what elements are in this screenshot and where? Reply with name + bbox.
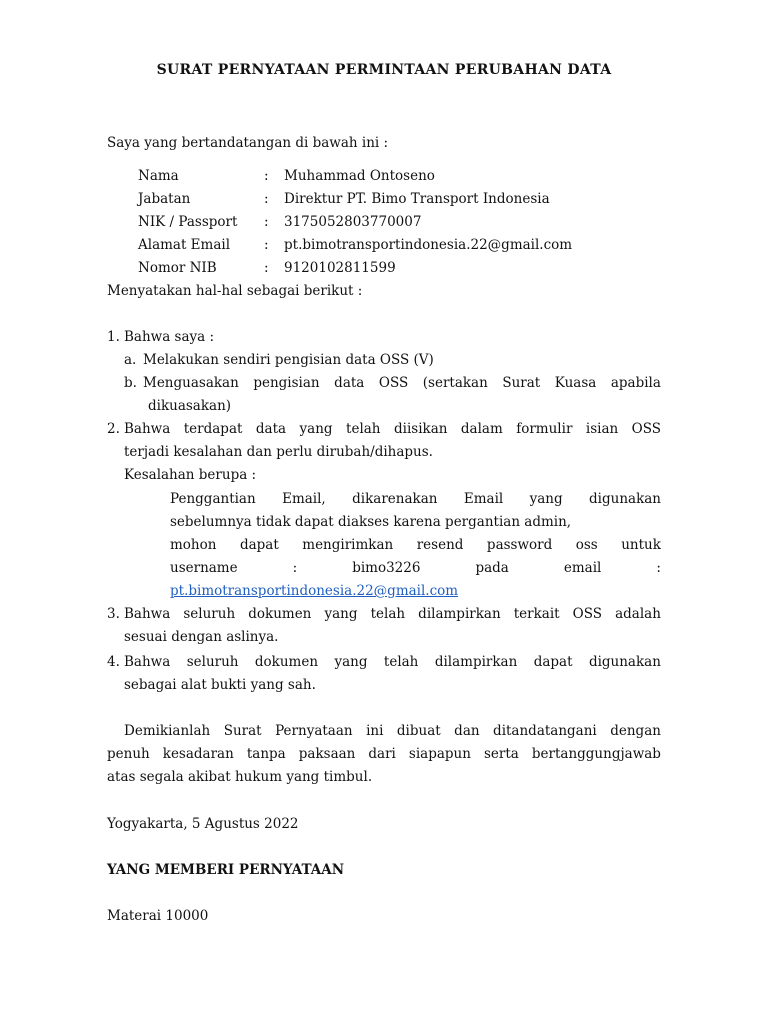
word: OSS <box>378 375 409 391</box>
word: email <box>563 560 602 576</box>
subpoint-text-continued: dikuasakan) <box>148 398 232 414</box>
word: dokumen <box>248 606 312 622</box>
word: untuk <box>621 537 661 553</box>
justified-line <box>124 421 661 437</box>
word: mohon <box>170 537 217 553</box>
point-text-continued: terjadi kesalahan dan perlu dirubah/dihapus. <box>124 444 433 460</box>
word: tanpa <box>246 746 286 762</box>
word: : <box>656 560 661 576</box>
point-text: Bahwa saya : <box>124 329 215 345</box>
word: pada <box>475 560 509 576</box>
word: formulir <box>516 421 573 437</box>
word: dan <box>454 723 480 739</box>
signer-heading: YANG MEMBERI PERNYATAAN <box>107 862 345 878</box>
word: username <box>170 560 238 576</box>
word: seluruh <box>183 606 236 622</box>
word: mengirimkan <box>302 537 394 553</box>
subpoint-number: a. <box>124 352 137 368</box>
word: password <box>486 537 553 553</box>
word: (sertakan <box>422 375 488 391</box>
word: Bahwa <box>124 421 171 437</box>
identity-value: 3175052803770007 <box>284 214 422 230</box>
justified-line <box>107 746 661 762</box>
word: telah <box>383 654 419 670</box>
justified-line <box>124 606 661 622</box>
word: OSS <box>631 421 661 437</box>
word: kesadaran <box>162 746 234 762</box>
word: Surat <box>502 375 541 391</box>
justified-line <box>143 375 661 391</box>
word: data <box>255 421 287 437</box>
word: yang <box>299 421 333 437</box>
point-text-continued: sebagai alat bukti yang sah. <box>124 677 316 693</box>
identity-colon: : <box>264 191 269 207</box>
word: terkait <box>513 606 560 622</box>
identity-value: pt.bimotransportindonesia.22@gmail.com <box>284 237 573 253</box>
word: serta <box>483 746 519 762</box>
word: penuh <box>107 746 150 762</box>
word: dokumen <box>254 654 319 670</box>
word: Menguasakan <box>143 375 239 391</box>
materai-text: Materai 10000 <box>107 908 209 924</box>
point-number: 4. <box>107 654 120 670</box>
word: resend <box>416 537 464 553</box>
word: : <box>292 560 298 576</box>
word: Kuasa <box>554 375 597 391</box>
identity-value: Muhammad Ontoseno <box>284 168 435 184</box>
word: dilampirkan <box>418 606 501 622</box>
identity-value: 9120102811599 <box>284 260 396 276</box>
word: bertanggungjawab <box>531 746 661 762</box>
word: Email <box>463 491 504 507</box>
justified-line <box>124 654 661 670</box>
subpoint-text: Melakukan sendiri pengisian data OSS (V) <box>143 352 434 368</box>
word: Surat <box>223 723 262 739</box>
place-date: Yogyakarta, 5 Agustus 2022 <box>107 816 299 832</box>
word: oss <box>575 537 598 553</box>
detail-text: sebelumnya tidak dapat diakses karena pergantian admin, <box>170 514 572 530</box>
word: siapapun <box>408 746 471 762</box>
word: Penggantian <box>170 491 256 507</box>
word: Email, <box>282 491 326 507</box>
justified-line <box>170 491 661 507</box>
word: apabila <box>610 375 661 391</box>
word: telah <box>370 606 406 622</box>
word: seluruh <box>186 654 239 670</box>
word: Demikianlah <box>124 723 211 739</box>
identity-colon: : <box>264 237 269 253</box>
word: yang <box>334 654 368 670</box>
word: bimo3226 <box>352 560 421 576</box>
word: dengan <box>610 723 661 739</box>
word: digunakan <box>589 491 661 507</box>
word: yang <box>324 606 358 622</box>
word: dibuat <box>396 723 441 739</box>
word: data <box>334 375 365 391</box>
identity-label: Nomor NIB <box>138 260 217 276</box>
word: diisikan <box>393 421 448 437</box>
declare-text: Menyatakan hal-hal sebagai berikut : <box>107 283 363 299</box>
identity-label: NIK / Passport <box>138 214 238 230</box>
word: adalah <box>615 606 661 622</box>
word: terdapat <box>183 421 243 437</box>
word: OSS <box>572 606 602 622</box>
identity-label: Nama <box>138 168 179 184</box>
word: isian <box>585 421 619 437</box>
identity-colon: : <box>264 168 269 184</box>
word: yang <box>529 491 563 507</box>
word: ditandatangani <box>493 723 597 739</box>
word: Bahwa <box>124 606 171 622</box>
word: ini <box>366 723 384 739</box>
word: dalam <box>460 421 503 437</box>
point-number: 3. <box>107 606 120 622</box>
closing-text: atas segala akibat hukum yang timbul. <box>107 769 373 785</box>
identity-colon: : <box>264 260 269 276</box>
point-number: 1. <box>107 329 120 345</box>
subpoint-number: b. <box>124 375 137 391</box>
word: telah <box>346 421 381 437</box>
word: dikarenakan <box>352 491 438 507</box>
word: Pernyataan <box>275 723 353 739</box>
word: dari <box>368 746 396 762</box>
identity-label: Jabatan <box>138 191 191 207</box>
point-number: 2. <box>107 421 120 437</box>
justified-line <box>124 723 661 739</box>
intro-text: Saya yang bertandatangan di bawah ini : <box>107 135 389 151</box>
word: dilampirkan <box>434 654 518 670</box>
identity-label: Alamat Email <box>138 237 231 253</box>
word: paksaan <box>298 746 356 762</box>
identity-colon: : <box>264 214 269 230</box>
justified-line <box>170 560 661 576</box>
point-text-continued: sesuai dengan aslinya. <box>124 629 279 645</box>
email-link[interactable]: pt.bimotransportindonesia.22@gmail.com <box>170 583 459 599</box>
word: Bahwa <box>124 654 171 670</box>
identity-value: Direktur PT. Bimo Transport Indonesia <box>284 191 550 207</box>
justified-line <box>170 537 661 553</box>
kesalahan-label: Kesalahan berupa : <box>124 467 257 483</box>
word: dapat <box>239 537 279 553</box>
word: pengisian <box>253 375 320 391</box>
document-title: SURAT PERNYATAAN PERMINTAAN PERUBAHAN DATA <box>156 62 612 78</box>
word: dapat <box>533 654 573 670</box>
word: digunakan <box>588 654 661 670</box>
